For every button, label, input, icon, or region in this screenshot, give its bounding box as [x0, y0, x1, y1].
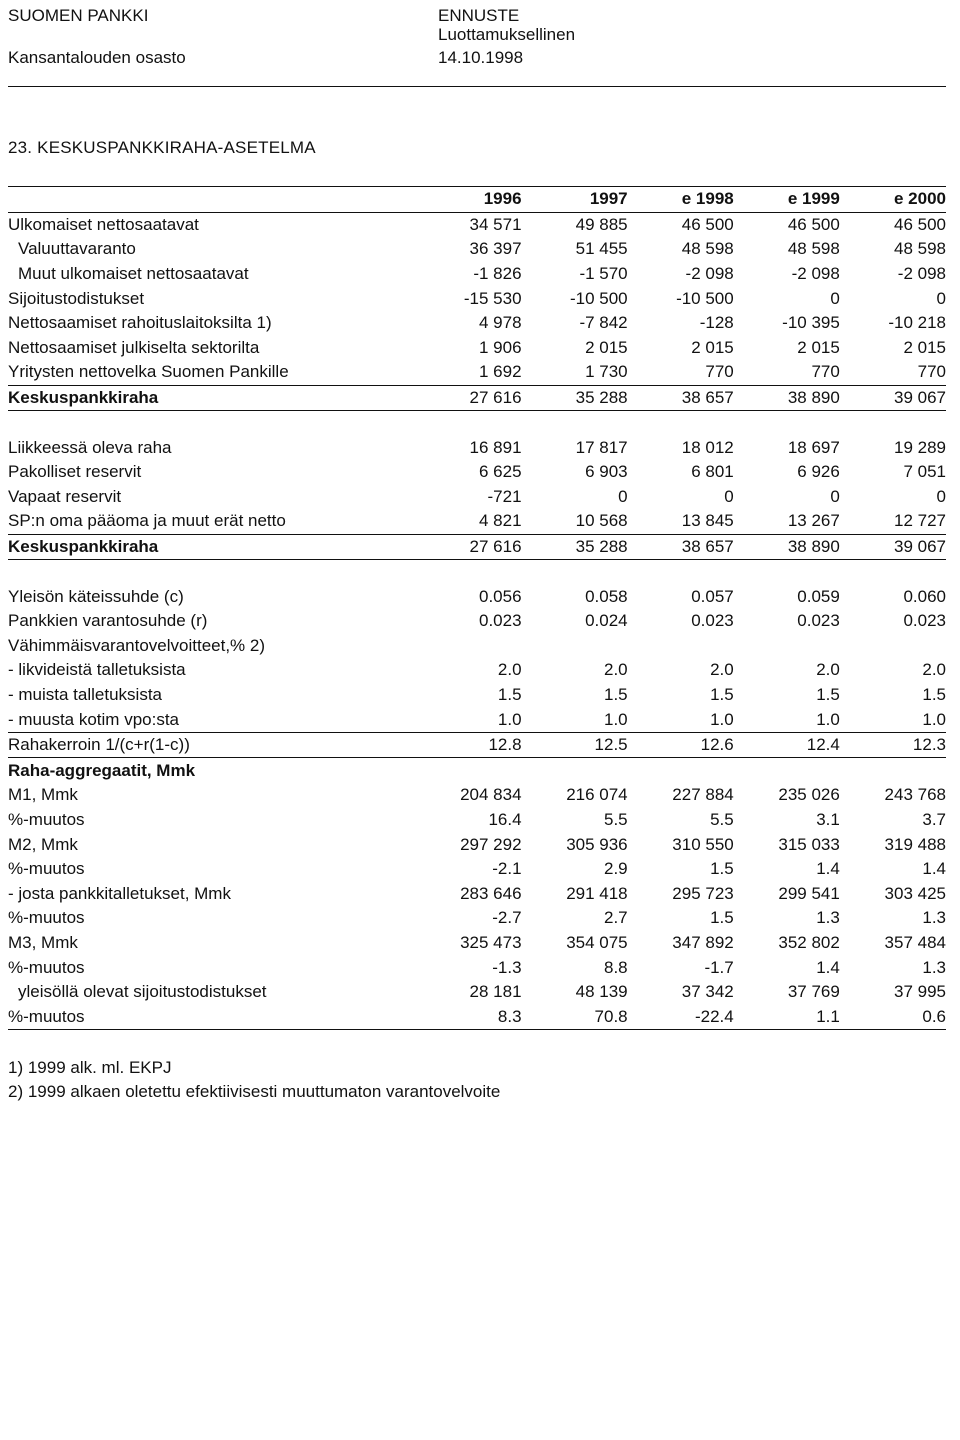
row-label: SP:n oma pääoma ja muut erät netto [8, 509, 415, 534]
cell-value: 770 [734, 360, 840, 385]
cell-value [522, 634, 628, 659]
cell-value: 2.7 [604, 908, 628, 928]
row-label: Rahakerroin 1/(c+r(1-c)) [8, 732, 415, 758]
cell-value: 10 568 [522, 509, 628, 534]
row-label: Ulkomaiset nettosaatavat [8, 214, 199, 234]
cell-value: 1.5 [710, 859, 734, 879]
cell-value: 6 903 [585, 462, 628, 482]
cell-value: 352 802 [778, 932, 840, 952]
row-label: Yleisön käteissuhde (c) [8, 586, 184, 606]
cell-value: 216 074 [566, 785, 628, 805]
table-row [8, 212, 946, 237]
cell-value: 37 342 [681, 982, 734, 1002]
cell-value [840, 634, 946, 659]
cell-value: -10 395 [782, 313, 840, 333]
row-label: Keskuspankkiraha [8, 534, 415, 560]
cell-value: -1 570 [579, 264, 628, 284]
row-label: %-muutos [8, 1004, 415, 1029]
cell-value: 48 598 [681, 239, 734, 259]
total-row [8, 385, 946, 411]
classification: Luottamuksellinen [438, 25, 576, 44]
cell-value: 0.024 [585, 611, 628, 631]
table-row [8, 857, 946, 882]
cell-value: -721 [487, 486, 522, 506]
cell-value: 0.023 [479, 611, 522, 631]
table-row [8, 262, 946, 287]
cell-value: 0.057 [691, 586, 734, 606]
cell-value: 1.0 [522, 707, 628, 732]
table-row [8, 485, 946, 510]
cell-value: 3.1 [816, 809, 840, 829]
row-label: Pankkien varantosuhde (r) [8, 611, 208, 631]
table-row [8, 955, 946, 980]
cell-value: 12.6 [628, 732, 734, 758]
org-name: SUOMEN PANKKI [8, 6, 149, 25]
table-row [8, 460, 946, 485]
cell-value: 2 015 [903, 337, 946, 357]
cell-value: 204 834 [460, 785, 522, 805]
cell-value: 0 [936, 288, 946, 308]
cell-value: 0.056 [479, 586, 522, 606]
cell-value: 1.1 [734, 1004, 840, 1029]
cell-value: 12.8 [415, 732, 521, 758]
cell-value: 12 727 [840, 509, 946, 534]
cell-value: 48 598 [787, 239, 840, 259]
row-label: Valuuttavaranto [18, 239, 136, 259]
row-label: Nettosaamiset rahoituslaitoksilta 1) [8, 313, 272, 333]
row-label: Pakolliset reservit [8, 462, 142, 482]
cell-value: 1.0 [734, 707, 840, 732]
department-name: Kansantalouden osasto [8, 48, 186, 67]
row-label: - likvideistä talletuksista [8, 660, 186, 680]
cell-value: 1.4 [922, 859, 946, 879]
cell-value: 38 890 [734, 534, 840, 560]
cell-value: -10 500 [676, 288, 734, 308]
cell-value: -2.1 [492, 859, 522, 879]
cell-value: 18 012 [681, 437, 734, 457]
cell-value: 1.3 [816, 908, 840, 928]
total-row [8, 534, 946, 560]
cell-value: 70.8 [522, 1004, 628, 1029]
cell-value: 0.059 [797, 586, 840, 606]
cell-value: 4 978 [479, 313, 522, 333]
row-label: Keskuspankkiraha [8, 385, 415, 411]
row-label: %-muutos [8, 957, 85, 977]
cell-value: 35 288 [522, 534, 628, 560]
cell-value: 27 616 [415, 534, 521, 560]
cell-value: 51 455 [575, 239, 628, 259]
cell-value: 0.023 [903, 611, 946, 631]
table-row [8, 360, 946, 385]
cell-value: -10 500 [569, 288, 628, 308]
header-rule [8, 86, 946, 87]
table-row [8, 509, 946, 534]
cell-value: 299 541 [778, 883, 840, 903]
table-row [8, 584, 946, 609]
cell-value: 0.023 [797, 611, 840, 631]
cell-value: 0.6 [840, 1004, 946, 1029]
cell-value: 297 292 [460, 834, 522, 854]
cell-value: 1 692 [415, 360, 521, 385]
cell-value: 48 139 [575, 982, 628, 1002]
cell-value: -1.7 [704, 957, 734, 977]
cell-value: 46 500 [894, 214, 946, 234]
cell-value: 19 289 [894, 437, 946, 457]
cell-value: 4 821 [415, 509, 521, 534]
row-label: M1, Mmk [8, 785, 78, 805]
cell-value: 354 075 [566, 932, 628, 952]
cell-value: 1.5 [710, 908, 734, 928]
cell-value: 39 067 [840, 385, 946, 411]
table-row [8, 980, 946, 1005]
cell-value: 283 646 [460, 883, 522, 903]
cell-value: 0 [618, 486, 628, 506]
table-row [8, 707, 946, 732]
cell-value [734, 634, 840, 659]
row-label: %-muutos [8, 859, 85, 879]
cell-value: 2.9 [604, 859, 628, 879]
cell-value: 0 [936, 486, 946, 506]
table-row [8, 906, 946, 931]
cell-value [415, 634, 521, 659]
cell-value: 6 926 [797, 462, 840, 482]
cell-value: -1.3 [492, 957, 522, 977]
cell-value: 48 598 [894, 239, 946, 259]
cell-value: 12.5 [522, 732, 628, 758]
cell-value: 1.3 [922, 957, 946, 977]
cell-value: 303 425 [884, 883, 946, 903]
cell-value: 1.5 [816, 684, 840, 704]
table-row [8, 683, 946, 708]
cell-value: 305 936 [566, 834, 628, 854]
table-row [8, 435, 946, 460]
central-bank-money-table [8, 186, 946, 1030]
row-label: Liikkeessä oleva raha [8, 437, 172, 457]
cell-value: -7 842 [579, 313, 628, 333]
cell-value: 0.023 [691, 611, 734, 631]
row-label: Muut ulkomaiset nettosaatavat [18, 264, 249, 284]
table-row [8, 609, 946, 634]
footnote: 2) 1999 alkaen oletettu efektiivisesti muuttumaton varantovelvoite [8, 1082, 501, 1101]
cell-value: 5.5 [710, 809, 734, 829]
cell-value: 18 697 [787, 437, 840, 457]
cell-value: 0 [830, 288, 840, 308]
cell-value: -2 098 [791, 264, 840, 284]
row-label: Yritysten nettovelka Suomen Pankille [8, 360, 415, 385]
cell-value: 1.4 [816, 957, 840, 977]
column-header: 1996 [415, 187, 521, 213]
cell-value: 38 657 [628, 534, 734, 560]
cell-value: 0 [830, 486, 840, 506]
table-row [8, 634, 946, 659]
table-row [8, 237, 946, 262]
cell-value: 1.5 [710, 684, 734, 704]
cell-value [628, 634, 734, 659]
table-row [8, 881, 946, 906]
cell-value: 1 730 [522, 360, 628, 385]
cell-value: 2.0 [604, 660, 628, 680]
column-header: e 2000 [840, 187, 946, 213]
cell-value: 1 906 [479, 337, 522, 357]
row-label: M3, Mmk [8, 932, 78, 952]
cell-value: 36 397 [469, 239, 522, 259]
row-label: yleisöllä olevat sijoitustodistukset [18, 982, 267, 1002]
section-heading-row [8, 758, 946, 783]
column-header: e 1999 [734, 187, 840, 213]
cell-value: 3.7 [922, 809, 946, 829]
cell-value: 27 616 [415, 385, 521, 411]
row-label: %-muutos [8, 908, 85, 928]
table-row [8, 286, 946, 311]
document-date: 14.10.1998 [438, 48, 524, 67]
cell-value: 2.0 [922, 660, 946, 680]
cell-value: 46 500 [681, 214, 734, 234]
table-row [8, 658, 946, 683]
cell-value: 235 026 [778, 785, 840, 805]
cell-value: 16 891 [469, 437, 522, 457]
cell-value: -1 826 [473, 264, 522, 284]
row-label: - josta pankkitalletukset, Mmk [8, 883, 231, 903]
cell-value: 0 [724, 486, 734, 506]
cell-value: 49 885 [575, 214, 628, 234]
cell-value: 1.4 [816, 859, 840, 879]
cell-value: -15 530 [463, 288, 522, 308]
row-label: Sijoitustodistukset [8, 288, 145, 308]
cell-value: 1.5 [497, 684, 522, 704]
cell-value: 37 769 [787, 982, 840, 1002]
cell-value: 12.3 [840, 732, 946, 758]
table-row [8, 1004, 946, 1029]
cell-value: 2 015 [691, 337, 734, 357]
cell-value: 1.0 [415, 707, 521, 732]
cell-value: -2 098 [685, 264, 734, 284]
row-label: - muusta kotim vpo:sta [8, 707, 415, 732]
row-label: Vähimmäisvarantovelvoitteet,% 2) [8, 635, 266, 655]
cell-value: 6 801 [691, 462, 734, 482]
cell-value: 0.060 [903, 586, 946, 606]
row-label: Vapaat reservit [8, 486, 122, 506]
cell-value: -2.7 [492, 908, 522, 928]
cell-value: 1.0 [840, 707, 946, 732]
cell-value: 34 571 [469, 214, 522, 234]
cell-value: 46 500 [787, 214, 840, 234]
cell-value: 770 [840, 360, 946, 385]
table-row [8, 832, 946, 857]
cell-value: 6 625 [479, 462, 522, 482]
table-row [8, 336, 946, 361]
cell-value: 28 181 [469, 982, 522, 1002]
cell-value: 1.5 [922, 684, 946, 704]
cell-value: 319 488 [884, 834, 946, 854]
cell-value: 37 995 [894, 982, 946, 1002]
footnote: 1) 1999 alk. ml. EKPJ [8, 1058, 172, 1077]
cell-value: 2.0 [816, 660, 840, 680]
cell-value: 13 267 [734, 509, 840, 534]
cell-value: 17 817 [575, 437, 628, 457]
cell-value: 13 845 [628, 509, 734, 534]
table-row [8, 783, 946, 808]
column-header: e 1998 [628, 187, 734, 213]
column-header: 1997 [522, 187, 628, 213]
cell-value: 38 657 [628, 385, 734, 411]
cell-value: -22.4 [628, 1004, 734, 1029]
cell-value: 325 473 [460, 932, 522, 952]
table-row [8, 808, 946, 833]
page-title: 23. KESKUSPANKKIRAHA-ASETELMA [8, 138, 316, 157]
spacer-row [8, 411, 946, 436]
multiplier-row [8, 732, 946, 758]
row-label: - muista talletuksista [8, 684, 162, 704]
cell-value: 357 484 [884, 932, 946, 952]
cell-value: 770 [628, 360, 734, 385]
cell-value: 310 550 [672, 834, 734, 854]
row-label: %-muutos [8, 809, 85, 829]
cell-value: 1.5 [604, 684, 628, 704]
row-label: Nettosaamiset julkiselta sektorilta [8, 337, 260, 357]
cell-value: -10 218 [888, 313, 946, 333]
cell-value: 347 892 [672, 932, 734, 952]
cell-value: 8.8 [604, 957, 628, 977]
document-type: ENNUSTE [438, 6, 520, 25]
cell-value: 2 015 [585, 337, 628, 357]
table-row [8, 931, 946, 956]
cell-value: 39 067 [840, 534, 946, 560]
cell-value: 38 890 [734, 385, 840, 411]
cell-value: 227 884 [672, 785, 734, 805]
section-heading: Raha-aggregaatit, Mmk [8, 760, 196, 780]
cell-value: 8.3 [415, 1004, 521, 1029]
cell-value: 2.0 [710, 660, 734, 680]
cell-value: 0.058 [585, 586, 628, 606]
table-row [8, 311, 946, 336]
cell-value: 16.4 [488, 809, 522, 829]
cell-value: -128 [699, 313, 734, 333]
cell-value: 1.0 [628, 707, 734, 732]
row-label: M2, Mmk [8, 834, 78, 854]
cell-value: 7 051 [903, 462, 946, 482]
cell-value: 315 033 [778, 834, 840, 854]
cell-value: -2 098 [897, 264, 946, 284]
column-header-row [8, 187, 946, 213]
cell-value: 295 723 [672, 883, 734, 903]
spacer-row [8, 560, 946, 585]
cell-value: 243 768 [884, 785, 946, 805]
cell-value: 2 015 [797, 337, 840, 357]
cell-value: 291 418 [566, 883, 628, 903]
cell-value: 5.5 [604, 809, 628, 829]
cell-value: 35 288 [522, 385, 628, 411]
cell-value: 12.4 [734, 732, 840, 758]
cell-value: 1.3 [922, 908, 946, 928]
cell-value: 2.0 [497, 660, 522, 680]
